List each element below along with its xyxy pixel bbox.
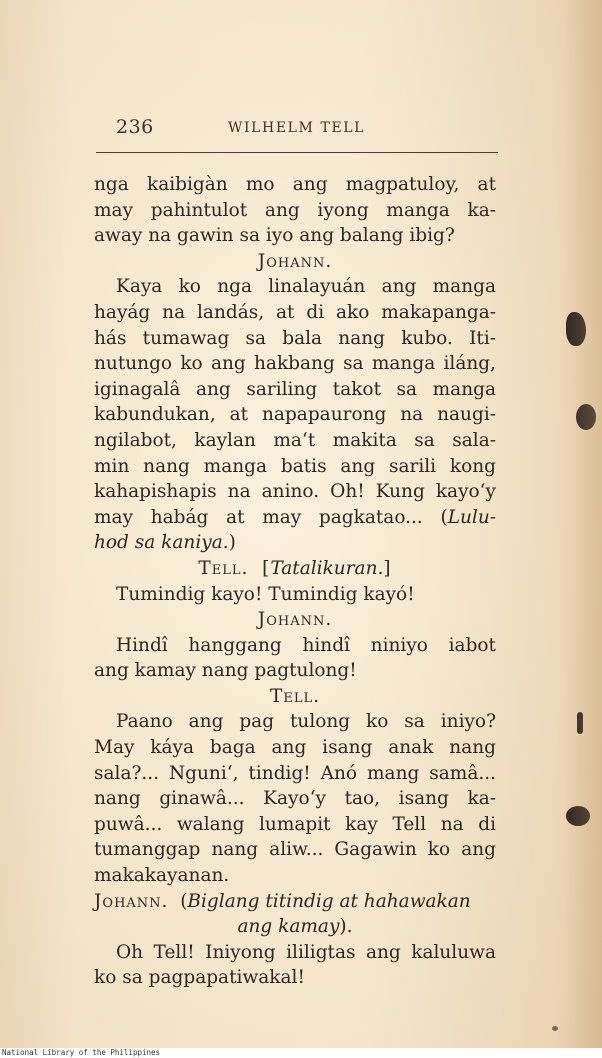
stage-direction: ang kamay	[237, 916, 340, 938]
text-span: )	[228, 532, 236, 554]
page-number: 236	[116, 116, 154, 138]
text-span: may habág at may pagkatao... (	[94, 506, 448, 528]
text-line	[94, 505, 496, 531]
text-line: makakayanan.	[94, 865, 230, 887]
footer-strip	[0, 1048, 602, 1058]
speaker-line	[94, 889, 496, 915]
text-line: puwâ... walang lumapit kay Tell na di	[94, 813, 496, 835]
speaker-name: Johann.	[94, 890, 169, 912]
text-line: Kaya ko nga linalayuán ang manga	[116, 276, 496, 298]
text-line: hayág na landás, at di ako makapanga-	[94, 301, 496, 323]
text-line: may pahintulot ang iyong manga ka-	[94, 199, 496, 221]
text-line: kahapishapis na anino. Oh! Kung kayo‘y	[94, 481, 496, 503]
speaker-heading-with-direction	[94, 556, 496, 582]
ink-blot	[566, 312, 586, 346]
speaker-heading: Johann.	[257, 250, 333, 272]
text-line: Oh Tell! Iniyong ililigtas ang kaluluwa	[116, 941, 496, 963]
text-line: sala?... Nguni‘, tindig! Anó mang samâ...	[94, 762, 496, 784]
ink-blot	[577, 712, 583, 734]
stage-direction: Biglang titindig at hahawakan	[187, 890, 471, 912]
stage-direction: hod sa kaniya.	[94, 532, 229, 554]
speaker-heading: Tell.	[270, 685, 320, 707]
page-text	[94, 172, 496, 991]
page-header	[96, 112, 498, 153]
text-line: hás tumawag sa bala nang kubo. Iti-	[94, 327, 496, 349]
text-line: Hindî hanggang hindî niniyo iabot	[116, 634, 496, 656]
ink-blot	[566, 806, 590, 826]
ink-blot	[576, 404, 596, 430]
footer-credit: National Library of the Philippines	[2, 1048, 161, 1057]
speaker-heading: Johann.	[257, 609, 333, 631]
paren: ).	[339, 916, 353, 938]
text-line: Tumindig kayo! Tumindig kayó!	[116, 583, 415, 605]
text-line	[94, 914, 496, 940]
text-line: nga kaibigàn mo ang magpatuloy, at	[94, 174, 496, 195]
text-line: kabundukan, at napapaurong na naugi-	[94, 404, 496, 426]
text-line: May káya baga ang isang anak nang	[94, 737, 496, 759]
stage-direction: Lulu-	[447, 506, 496, 528]
text-line: ang kamay nang pagtulong!	[94, 660, 357, 682]
text-line: ko sa pagpapatiwakal!	[94, 967, 305, 989]
text-line: nutungo ko ang hakbang sa manga iláng,	[94, 353, 496, 375]
text-line: nang ginawâ... Kayo‘y tao, isang ka-	[94, 788, 496, 810]
bracket: ]	[383, 557, 392, 579]
text-line: iginagalâ ang sariling takot sa manga	[94, 378, 496, 400]
bracket: [	[262, 557, 271, 579]
text-line: tumanggap nang aliw... Gagawin ko ang	[94, 839, 496, 861]
ink-blot	[552, 1026, 558, 1031]
stage-direction: Tatalikuran.	[270, 557, 384, 579]
speaker-name: Tell.	[198, 557, 249, 579]
text-line: away na gawin sa iyo ang balang ibig?	[94, 225, 455, 247]
text-line: ngilabot, kaylan ma‘t makita sa sala-	[94, 429, 496, 451]
paren: (	[180, 890, 188, 912]
running-title: WILHELM TELL	[228, 120, 366, 136]
text-line: Paano ang pag tulong ko sa iniyo?	[116, 711, 496, 733]
text-line: min nang manga batis ang sarili kong	[94, 455, 496, 477]
text-line	[94, 530, 496, 556]
